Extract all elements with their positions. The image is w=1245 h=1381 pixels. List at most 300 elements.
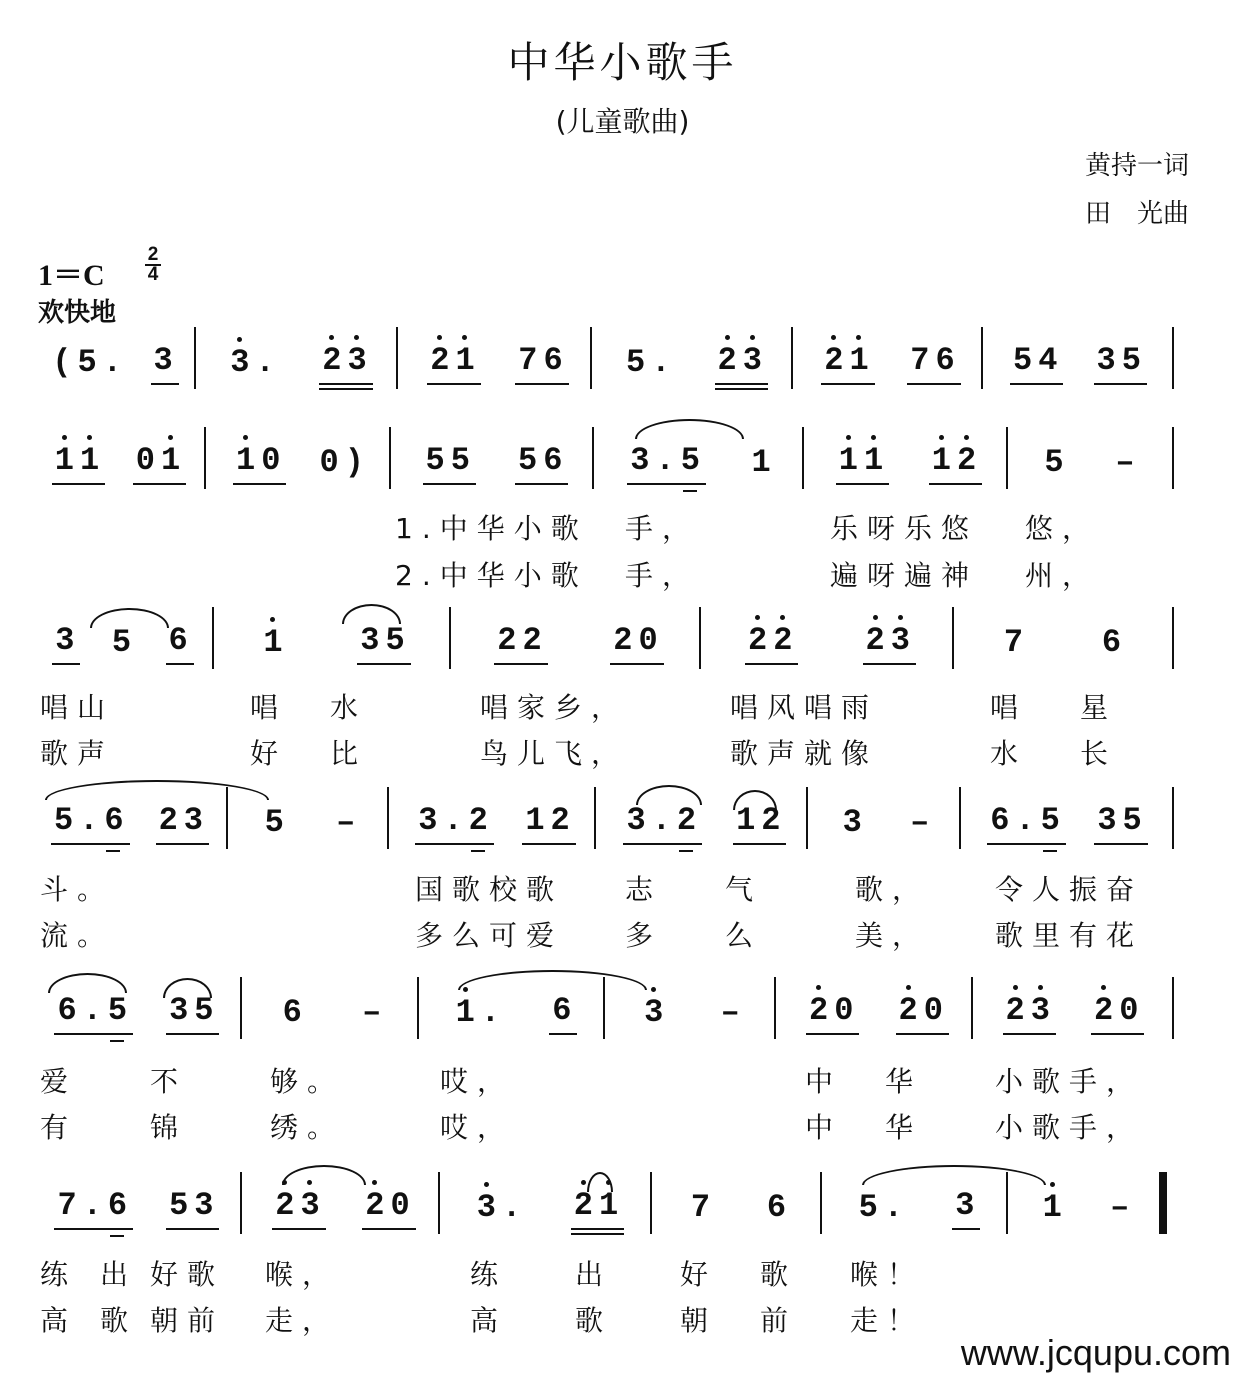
notes: 20 [613, 622, 664, 659]
barline [194, 327, 196, 389]
note-group [423, 443, 476, 485]
lyric-segment: 歌 [760, 1258, 798, 1291]
lyric-segment: 高 [40, 1304, 78, 1337]
notes: 23 [717, 342, 768, 379]
high-octave-dot [329, 335, 334, 340]
extension-dash: – [1110, 1189, 1136, 1226]
barline [959, 787, 961, 849]
lyric-segment: 中 [805, 1111, 843, 1144]
notes: 20 [1094, 992, 1145, 1029]
lyricist-credit: 黄持一词 [1085, 151, 1190, 181]
staff-row [0, 615, 1245, 675]
high-octave-dot [243, 435, 248, 440]
note-group [317, 445, 370, 485]
notes: 23 [865, 622, 916, 659]
measure [985, 985, 1162, 1035]
slur-mark [45, 780, 269, 800]
note-group [233, 443, 286, 485]
lyric-segment: 美， [855, 919, 930, 952]
note-group [929, 443, 982, 485]
barline [1172, 977, 1174, 1039]
note-group [166, 1188, 219, 1230]
note-group [1112, 445, 1140, 485]
note-group [688, 1190, 716, 1230]
note-group [571, 1188, 624, 1230]
lyric-segment: 志 [625, 873, 663, 906]
lyric-segment: 水 [330, 691, 368, 724]
lyric-segment: 喉！ [850, 1258, 925, 1291]
measure [664, 1180, 816, 1230]
note-group [764, 1190, 792, 1230]
notes: 6 [766, 1189, 793, 1226]
high-octave-dot [939, 435, 944, 440]
barline [417, 977, 419, 1039]
staff-row [0, 795, 1245, 855]
high-octave-dot [750, 335, 755, 340]
note-group [863, 623, 916, 665]
measure [38, 335, 190, 385]
notes: 6 [168, 622, 194, 659]
extension-dash: – [720, 994, 746, 1031]
lyric-segment: 小歌手， [995, 1111, 1144, 1144]
high-octave-dot [816, 985, 821, 990]
notes: 5. [626, 344, 677, 381]
lyric-segment: 比 [330, 737, 368, 770]
staff-row [0, 435, 1245, 495]
notes: 6 [282, 994, 308, 1031]
high-octave-dot [462, 335, 467, 340]
barline [389, 427, 391, 489]
slur-mark [342, 604, 401, 624]
notes: 20 [898, 992, 949, 1029]
key-signature: 1＝C [38, 259, 105, 292]
high-octave-dot [725, 335, 730, 340]
notes: 7 [1003, 624, 1030, 661]
barline [1172, 427, 1174, 489]
lyric-segment: 哎， [440, 1065, 515, 1098]
note-group [836, 443, 889, 485]
notes: 35 [1096, 342, 1147, 379]
barline [204, 427, 206, 489]
notes: 35 [360, 622, 411, 659]
notes: 12 [736, 802, 787, 839]
high-octave-dot [1013, 985, 1018, 990]
lyric-segment: 朝 [680, 1304, 718, 1337]
measure [820, 795, 955, 845]
high-octave-dot [846, 435, 851, 440]
notes: 01 [135, 442, 187, 479]
notes: 5.6 [53, 802, 130, 839]
high-octave-dot [1101, 985, 1106, 990]
double-underline-mark [679, 850, 693, 852]
lyric-segment: 歌里有花 [995, 919, 1144, 952]
note-group [745, 623, 798, 665]
notes: 3 [644, 994, 670, 1031]
extension-dash: – [1115, 444, 1141, 481]
high-octave-dot [62, 435, 67, 440]
double-underline-mark [110, 1040, 124, 1042]
lyric-segment: 华 [885, 1111, 923, 1144]
notes: 3 [955, 1187, 981, 1224]
barline [592, 427, 594, 489]
barline [699, 607, 701, 669]
notes: 6.5 [57, 992, 134, 1029]
lyric-segment: 唱山 [40, 691, 115, 724]
high-octave-dot [651, 987, 656, 992]
extension-dash: – [362, 994, 388, 1031]
measure [38, 435, 200, 485]
barline [952, 607, 954, 669]
notes: 1 [1042, 1189, 1068, 1226]
measure [401, 795, 590, 845]
note-group [474, 1190, 527, 1230]
staff-row [0, 1180, 1245, 1240]
slur-mark [733, 790, 777, 810]
notes: 3.2 [418, 802, 494, 839]
lyric-segment: 么 [725, 919, 763, 952]
notes: 22 [748, 622, 799, 659]
note-group [715, 343, 768, 385]
slur-mark [48, 973, 127, 993]
notes: 5 [1044, 444, 1070, 481]
notes: 3.5 [630, 442, 706, 479]
measure [38, 1180, 236, 1230]
high-octave-dot [372, 1180, 377, 1185]
measure [254, 985, 413, 1035]
high-octave-dot [1038, 985, 1043, 990]
tempo-marking: 欢快地 [38, 298, 117, 328]
notes: 7 [690, 1189, 717, 1226]
notes: 10 [236, 442, 287, 479]
notes: 1 [263, 624, 289, 661]
note-group [515, 343, 568, 385]
slur-mark [458, 970, 647, 990]
note-group [262, 805, 290, 845]
notes: 20 [365, 1187, 416, 1224]
note-group [1091, 993, 1144, 1035]
note-group [133, 443, 186, 485]
note-group [166, 993, 219, 1035]
measure [805, 335, 977, 385]
slur-mark [636, 785, 702, 805]
lyric-segment: 2.中华小歌 [395, 559, 588, 592]
notes: 3. [230, 344, 281, 381]
notes: 76 [518, 342, 569, 379]
barline [971, 977, 973, 1039]
lyric-segment: 多 [625, 919, 663, 952]
lyric-segment: 鸟儿飞， [480, 737, 629, 770]
high-octave-dot [437, 335, 442, 340]
measure [431, 985, 599, 1035]
lyric-segment: 歌， [855, 873, 930, 906]
high-octave-dot [964, 435, 969, 440]
note-group [1010, 343, 1063, 385]
lyric-segment: 绣。 [270, 1111, 345, 1144]
high-octave-dot [873, 615, 878, 620]
measure [966, 615, 1162, 665]
note-group [1001, 625, 1029, 665]
notes: 21 [824, 342, 875, 379]
note-group [260, 625, 288, 665]
barline [1006, 427, 1008, 489]
notes: 21 [430, 342, 481, 379]
note-group [1094, 803, 1147, 845]
lyric-segment: 华 [885, 1065, 923, 1098]
notes: 3. [476, 1189, 528, 1226]
notes: 53 [169, 1187, 220, 1224]
barline [1172, 787, 1174, 849]
double-underline-mark [683, 490, 697, 492]
song-title: 中华小歌手 [507, 38, 738, 87]
measure [973, 795, 1162, 845]
notes: 3 [55, 622, 81, 659]
measure [38, 795, 222, 845]
high-octave-dot [237, 337, 242, 342]
lyric-segment: 歌 [575, 1304, 613, 1337]
note-group [156, 803, 209, 845]
lyric-segment: 走！ [850, 1304, 925, 1337]
slur-mark [862, 1165, 1046, 1185]
lyric-segment: 好 [680, 1258, 718, 1291]
note-group [54, 1188, 133, 1230]
note-group [749, 445, 777, 485]
notes: 7.6 [57, 1187, 134, 1224]
measure [410, 335, 586, 385]
notes: 6 [552, 992, 578, 1029]
notes: (5. [52, 344, 128, 381]
lyric-segment: 遍呀遍神 [830, 559, 979, 592]
note-group [359, 995, 387, 1035]
notes: 23 [275, 1187, 326, 1224]
note-group [54, 993, 133, 1035]
high-octave-dot [581, 1180, 586, 1185]
lyric-segment: 星 [1080, 691, 1118, 724]
lyric-segment: 乐呀乐悠 [830, 512, 979, 545]
barline [594, 787, 596, 849]
watermark: www.jcqupu.com [960, 1332, 1231, 1373]
high-octave-dot [270, 617, 275, 622]
high-octave-dot [168, 435, 173, 440]
measure [1020, 435, 1162, 485]
barline [240, 977, 242, 1039]
measure [617, 985, 770, 1035]
slur-mark [163, 978, 212, 998]
note-group [227, 345, 280, 385]
high-octave-dot [354, 335, 359, 340]
barline [802, 427, 804, 489]
barline [820, 1172, 822, 1234]
lyric-segment: 歌声就像 [730, 737, 879, 770]
measure [226, 615, 445, 665]
time-signature-top: 2 [147, 244, 159, 265]
high-octave-dot [831, 335, 836, 340]
measure [834, 1180, 1002, 1230]
notes: 20 [809, 992, 860, 1029]
measure [452, 1180, 646, 1230]
note-group [627, 443, 706, 485]
lyric-segment: 中 [805, 1065, 843, 1098]
barline [240, 1172, 242, 1234]
double-underline-mark [110, 1235, 124, 1237]
note-group [1041, 445, 1069, 485]
lyric-segment: 歌 [100, 1304, 138, 1337]
measure [604, 335, 787, 385]
barline [1172, 327, 1174, 389]
notes: 11 [838, 442, 890, 479]
time-signature-bottom: 4 [147, 264, 159, 285]
measure [403, 435, 588, 485]
note-group [907, 343, 960, 385]
lyric-segment: 手， [625, 559, 700, 592]
note-group [1099, 625, 1127, 665]
notes: 5 [264, 804, 290, 841]
lyric-segment: 水 [990, 737, 1028, 770]
slur-mark [90, 608, 169, 628]
measure [713, 615, 948, 665]
measure [1020, 1180, 1155, 1230]
note-group [1003, 993, 1056, 1035]
notes: 76 [910, 342, 961, 379]
staff-row [0, 335, 1245, 395]
lyric-segment: 喉， [265, 1258, 340, 1291]
notes: 56 [518, 442, 569, 479]
lyric-segment: 爱 [40, 1065, 78, 1098]
notes: 6 [1101, 624, 1128, 661]
note-group [151, 343, 179, 385]
note-group [427, 343, 480, 385]
measure [816, 435, 1002, 485]
note-group [806, 993, 859, 1035]
note-group [166, 623, 194, 665]
slur-mark [587, 1172, 613, 1192]
notes: 5 [111, 624, 138, 661]
lyric-segment: 练 [470, 1258, 508, 1291]
notes: 5. [858, 1189, 909, 1226]
measure [240, 795, 383, 845]
notes: 23 [158, 802, 209, 839]
lyric-segment: 州， [1025, 559, 1100, 592]
barline [590, 327, 592, 389]
time-signature [145, 246, 161, 284]
high-octave-dot [1050, 1182, 1055, 1187]
measure [463, 615, 695, 665]
notes: 35 [1097, 802, 1148, 839]
barline [650, 1172, 652, 1234]
notes: 3.2 [626, 802, 703, 839]
lyric-segment: 锦 [150, 1111, 188, 1144]
note-group [987, 803, 1066, 845]
lyric-segment: 悠， [1025, 512, 1100, 545]
lyric-segment: 练 [40, 1258, 78, 1291]
note-group [415, 803, 494, 845]
note-group [515, 443, 568, 485]
note-group [51, 803, 130, 845]
note-group [49, 345, 128, 385]
notes: 3 [842, 804, 868, 841]
note-group [1107, 1190, 1135, 1230]
lyric-segment: 走， [265, 1304, 340, 1337]
notes: 3 [153, 342, 179, 379]
note-group [623, 803, 702, 845]
note-group [52, 443, 105, 485]
lyric-segment: 好 [250, 737, 288, 770]
high-octave-dot [484, 1182, 489, 1187]
lyric-segment: 前 [760, 1304, 798, 1337]
lyric-segment: 出 [575, 1258, 613, 1291]
final-barline [1159, 1172, 1167, 1234]
lyric-segment: 气 [725, 873, 763, 906]
lyric-segment: 唱风唱雨 [730, 691, 879, 724]
note-group [280, 995, 308, 1035]
lyric-segment: 朝前 [150, 1304, 225, 1337]
note-group [1040, 1190, 1068, 1230]
note-group [52, 623, 80, 665]
lyric-segment: 歌声 [40, 737, 115, 770]
lyric-segment: 够。 [270, 1065, 345, 1098]
lyric-segment: 不 [150, 1065, 188, 1098]
measure [606, 435, 798, 485]
barline [1172, 607, 1174, 669]
lyric-segment: 有 [40, 1111, 78, 1144]
lyric-segment: 流。 [40, 919, 115, 952]
note-group [907, 805, 935, 845]
lyric-segment: 高 [470, 1304, 508, 1337]
double-underline-mark [106, 850, 120, 852]
barline [387, 787, 389, 849]
note-group [494, 623, 547, 665]
note-group [272, 1188, 325, 1230]
high-octave-dot [780, 615, 785, 620]
note-group [896, 993, 949, 1035]
note-group [821, 343, 874, 385]
notes: 11 [54, 442, 106, 479]
notes: 23 [322, 342, 373, 379]
measure [788, 985, 967, 1035]
note-group [641, 995, 669, 1035]
barline [791, 327, 793, 389]
high-octave-dot [898, 615, 903, 620]
note-group [333, 805, 361, 845]
note-group [453, 995, 506, 1035]
lyric-segment: 好歌 [150, 1258, 225, 1291]
lyric-segment: 长 [1080, 737, 1118, 770]
notes: 23 [1005, 992, 1056, 1029]
barline [774, 977, 776, 1039]
note-group [522, 803, 575, 845]
lyric-segment: 多么可爱 [415, 919, 564, 952]
high-octave-dot [755, 615, 760, 620]
extension-dash: – [910, 804, 936, 841]
barline [396, 327, 398, 389]
note-group [718, 995, 746, 1035]
lyric-segment: 小歌手， [995, 1065, 1144, 1098]
note-group [319, 343, 372, 385]
notes: 21 [573, 1187, 625, 1224]
notes: 55 [425, 442, 476, 479]
note-group [549, 993, 577, 1035]
notes: 12 [931, 442, 983, 479]
note-group [840, 805, 868, 845]
slur-mark [635, 419, 744, 439]
notes: 54 [1013, 342, 1064, 379]
double-underline-mark [1043, 850, 1057, 852]
lyric-segment: 唱 [990, 691, 1028, 724]
lyric-segment: 国歌校歌 [415, 873, 564, 906]
note-group [856, 1190, 909, 1230]
lyric-segment: 手， [625, 512, 700, 545]
lyric-segment: 唱 [250, 691, 288, 724]
notes: 1 [751, 444, 777, 481]
